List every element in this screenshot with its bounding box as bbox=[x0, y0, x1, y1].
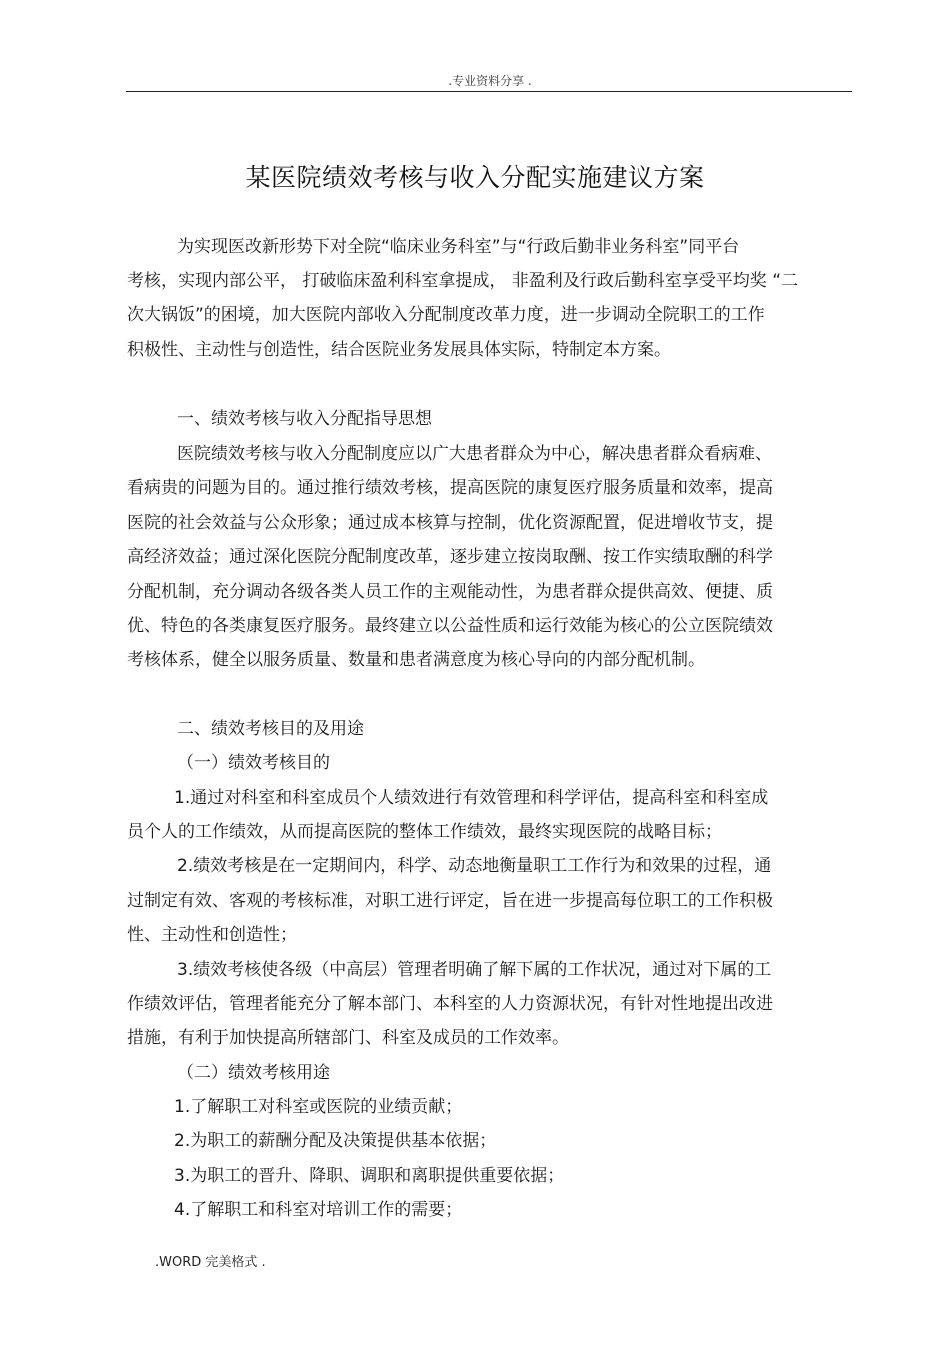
intro-line: 积极性、主动性与创造性，结合医院业务发展具体实际，特制定本方案。 bbox=[127, 340, 671, 360]
subsection-heading: （一）绩效考核目的 bbox=[177, 753, 330, 773]
intro-line: 次大锅饭”的困境，加大医院内部收入分配制度改革力度，进一步调动全院职工的工作 bbox=[127, 305, 765, 325]
paragraph-line: 看病贵的问题为目的。通过推行绩效考核，提高医院的康复医疗服务质量和效率，提高 bbox=[127, 478, 773, 498]
paragraph-line: 医院的社会效益与公众形象；通过成本核算与控制，优化资源配置，促进增收节支，提 bbox=[127, 513, 773, 533]
list-item: 2.为职工的薪酬分配及决策提供基本依据； bbox=[174, 1131, 497, 1151]
list-item-line: 员个人的工作绩效，从而提高医院的整体工作绩效，最终实现医院的战略目标； bbox=[127, 822, 722, 842]
paragraph-line: 分配机制，充分调动各级各类人员工作的主观能动性，为患者群众提供高效、便捷、质 bbox=[127, 582, 773, 602]
list-item-line: 措施，有利于加快提高所辖部门、科室及成员的工作效率。 bbox=[127, 1028, 569, 1048]
paragraph-line: 优、特色的各类康复医疗服务。最终建立以公益性质和运行效能为核心的公立医院绩效 bbox=[127, 616, 773, 636]
subsection-heading: （二）绩效考核用途 bbox=[177, 1063, 330, 1083]
list-item-line: 作绩效评估，管理者能充分了解本部门、本科室的人力资源状况，有针对性地提出改进 bbox=[127, 994, 773, 1014]
page-header-text: .专业资料分享 . bbox=[448, 74, 532, 88]
page-footer-text: .WORD 完美格式 . bbox=[155, 1255, 266, 1270]
section-heading: 二、绩效考核目的及用途 bbox=[177, 719, 364, 739]
list-item: 1.了解职工对科室或医院的业绩贡献； bbox=[174, 1097, 463, 1117]
paragraph-line: 高经济效益；通过深化医院分配制度改革，逐步建立按岗取酬、按工作实绩取酬的科学 bbox=[127, 547, 773, 567]
list-item-line: 2.绩效考核是在一定期间内，科学、动态地衡量职工工作行为和效果的过程，通 bbox=[177, 856, 772, 876]
intro-line: 为实现医改新形势下对全院“临床业务科室”与“行政后勤非业务科室”同平台 bbox=[177, 237, 740, 257]
list-item: 4.了解职工和科室对培训工作的需要； bbox=[174, 1200, 463, 1220]
list-item: 3.为职工的晋升、降职、调职和离职提供重要依据； bbox=[174, 1166, 565, 1186]
document-title: 某医院绩效考核与收入分配实施建议方案 bbox=[245, 163, 705, 192]
list-item-line: 3.绩效考核使各级（中高层）管理者明确了解下属的工作状况，通过对下属的工 bbox=[177, 960, 772, 980]
list-item-line: 性、主动性和创造性； bbox=[127, 925, 297, 945]
paragraph-line: 医院绩效考核与收入分配制度应以广大患者群众为中心，解决患者群众看病难、 bbox=[177, 444, 772, 464]
header-divider bbox=[126, 91, 852, 92]
list-item-line: 1.通过对科室和科室成员个人绩效进行有效管理和科学评估，提高科室和科室成 bbox=[174, 788, 769, 808]
section-heading: 一、绩效考核与收入分配指导思想 bbox=[177, 409, 432, 429]
paragraph-line: 考核体系，健全以服务质量、数量和患者满意度为核心导向的内部分配机制。 bbox=[127, 650, 705, 670]
list-item-line: 过制定有效、客观的考核标准，对职工进行评定，旨在进一步提高每位职工的工作积极 bbox=[127, 891, 773, 911]
intro-line: 考核，实现内部公平， 打破临床盈利科室拿提成， 非盈利及行政后勤科室享受平均奖 “二 bbox=[127, 271, 799, 291]
